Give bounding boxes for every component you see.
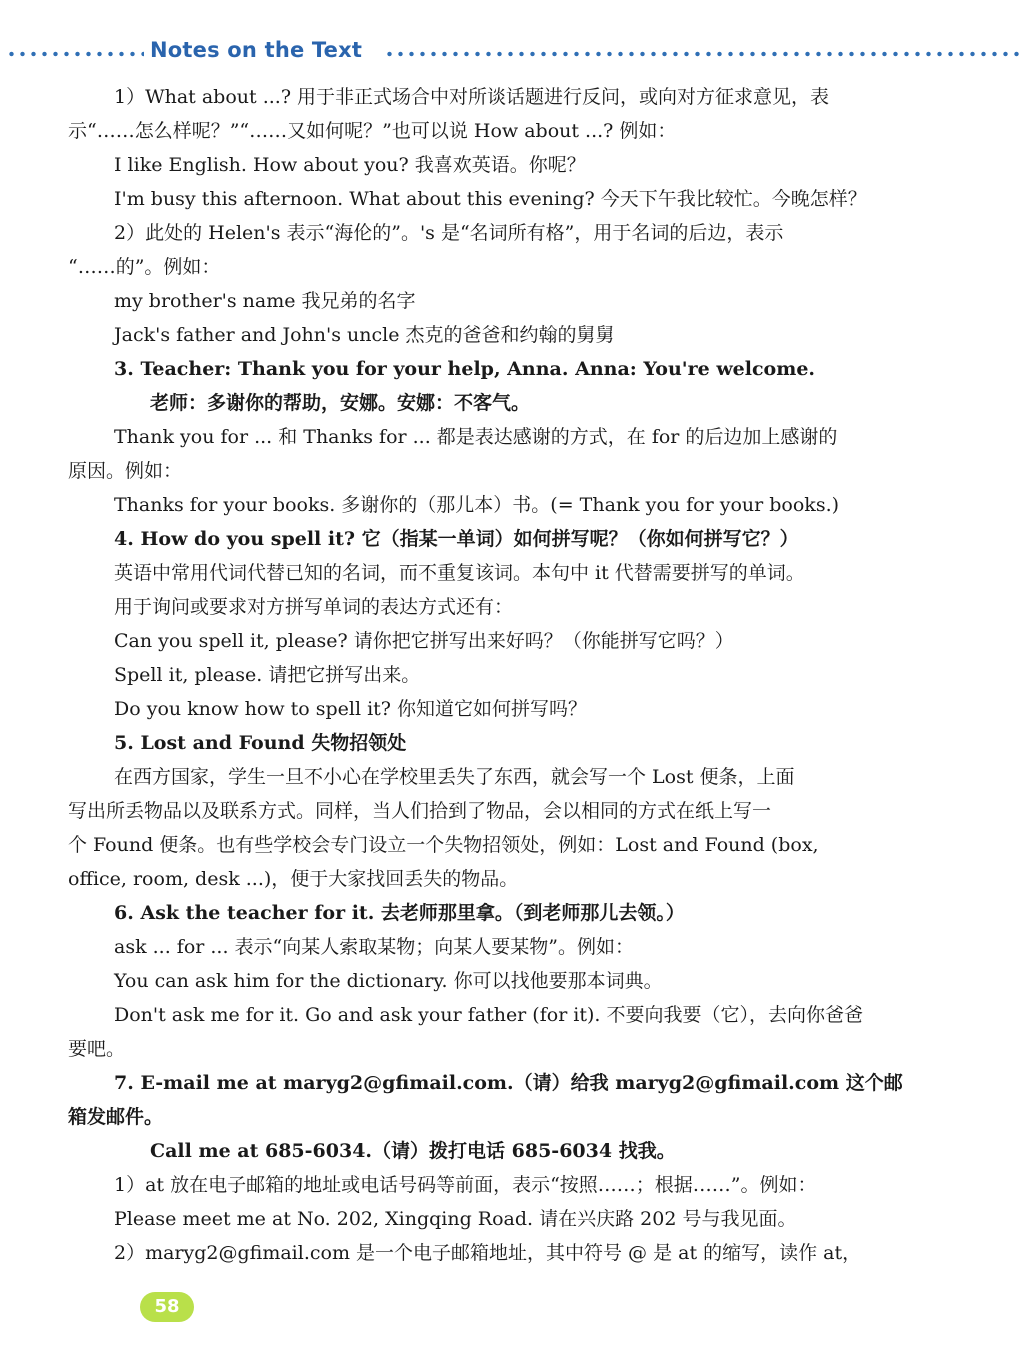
text-line: Don't ask me for it. Go and ask your father (for it). 不要向我要（它），去向你爸爸: [114, 1004, 864, 1026]
note-heading-translation: 老师：多谢你的帮助，安娜。安娜：不客气。: [150, 392, 531, 414]
text-line: 要吧。: [68, 1038, 126, 1060]
page-number: 58: [140, 1292, 194, 1322]
notes-body: [68, 80, 964, 1270]
text-line: Please meet me at No. 202, Xingqing Road. 请在兴庆路 202 号与我见面。: [114, 1208, 797, 1230]
text-line: 用于询问或要求对方拼写单词的表达方式还有：: [114, 596, 514, 618]
text-line: Do you know how to spell it? 你知道它如何拼写吗？: [114, 698, 588, 720]
text-line: 1）What about ...? 用于非正式场合中对所谈话题进行反问，或向对方征求意见，表: [114, 86, 830, 108]
note-heading: 5. Lost and Found 失物招领处: [114, 732, 407, 754]
note-heading: 4. How do you spell it? 它（指某一单词）如何拼写呢？（你如何拼写它？）: [114, 528, 799, 550]
text-line: Can you spell it, please? 请你把它拼写出来好吗？（你能拼写它吗？）: [114, 630, 734, 652]
text-line: 2）此处的 Helen's 表示“海伦的”。's 是“名词所有格”，用于名词的后边，表示: [114, 222, 784, 244]
note-heading: 6. Ask the teacher for it. 去老师那里拿。（到老师那儿去领。）: [114, 902, 685, 924]
text-line: Thank you for ... 和 Thanks for ... 都是表达感谢的方式，在 for 的后边加上感谢的: [114, 426, 838, 448]
text-line: 示“……怎么样呢？”“……又如何呢？”也可以说 How about ...? 例如：: [68, 120, 677, 142]
text-line: I like English. How about you? 我喜欢英语。你呢？: [114, 154, 586, 176]
text-line: You can ask him for the dictionary. 你可以找他要那本词典。: [114, 970, 663, 992]
text-line: Spell it, please. 请把它拼写出来。: [114, 664, 421, 686]
text-line: “……的”。例如：: [68, 256, 221, 278]
text-line: 1）at 放在电子邮箱的地址或电话号码等前面，表示“按照……；根据……”。例如：: [114, 1174, 817, 1196]
note-heading: 7. E-mail me at maryg2@gfimail.com.（请）给我 maryg2@gfimail.com 这个邮: [114, 1072, 903, 1094]
text-line: ask ... for ... 表示“向某人索取某物；向某人要某物”。例如：: [114, 936, 634, 958]
section-header: [0, 38, 1024, 68]
note-heading: 箱发邮件。: [68, 1106, 164, 1128]
text-line: my brother's name 我兄弟的名字: [114, 290, 416, 312]
text-line: Jack's father and John's uncle 杰克的爸爸和约翰的舅舅: [114, 324, 615, 346]
text-line: 英语中常用代词代替已知的名词，而不重复该词。本句中 it 代替需要拼写的单词。: [114, 562, 805, 584]
section-title: Notes on the Text: [150, 38, 363, 62]
text-line: Thanks for your books. 多谢你的（那儿本）书。(= Thank you for your books.): [114, 494, 840, 516]
note-heading: Call me at 685-6034.（请）拨打电话 685-6034 找我。: [150, 1140, 676, 1162]
text-line: 写出所丢物品以及联系方式。同样，当人们拾到了物品，会以相同的方式在纸上写一: [68, 800, 772, 822]
text-line: I'm busy this afternoon. What about this evening? 今天下午我比较忙。今晚怎样？: [114, 188, 867, 210]
dotted-rule-right: [384, 51, 1020, 57]
dotted-rule-left: [6, 51, 144, 57]
text-line: 在西方国家，学生一旦不小心在学校里丢失了东西，就会写一个 Lost 便条，上面: [114, 766, 795, 788]
text-line: office, room, desk ...)，便于大家找回丢失的物品。: [68, 868, 519, 890]
note-heading: 3. Teacher: Thank you for your help, Anna. Anna: You're welcome.: [114, 358, 816, 380]
text-line: 2）maryg2@gfimail.com 是一个电子邮箱地址，其中符号 @ 是 at 的缩写，读作 at，: [114, 1242, 862, 1264]
text-line: 原因。例如：: [68, 460, 183, 482]
text-line: 个 Found 便条。也有些学校会专门设立一个失物招领处，例如：Lost and Found (box,: [68, 834, 819, 856]
